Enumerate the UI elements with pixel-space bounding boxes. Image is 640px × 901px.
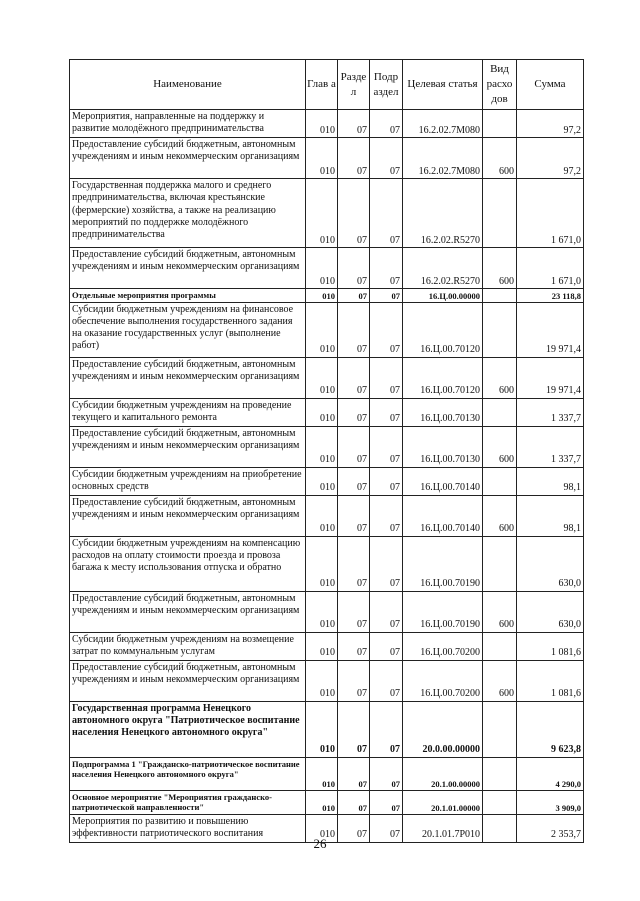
row-csr: 16.2.02.7М080: [403, 110, 483, 138]
row-csr: 16.Ц.00.00000: [403, 289, 483, 303]
row-razdel: 07: [338, 701, 370, 757]
table-row: [70, 248, 584, 289]
row-glav: 010: [306, 179, 338, 248]
row-csr: 16.Ц.00.70130: [403, 398, 483, 426]
row-name: Мероприятия по развитию и повышению эффективности патриотического воспитания: [70, 814, 306, 842]
row-csr: 20.1.00.00000: [403, 757, 483, 790]
row-glav: 010: [306, 536, 338, 591]
row-glav: 010: [306, 591, 338, 632]
table-row: [70, 302, 584, 357]
row-name: Предоставление субсидий бюджетным, автономным учреждениям и иным некоммерческим организациям: [70, 591, 306, 632]
row-vr: 600: [483, 138, 517, 179]
header-csr: Целевая статья: [403, 60, 483, 110]
row-razdel: 07: [338, 426, 370, 467]
row-csr: 16.2.02.R5270: [403, 248, 483, 289]
table-row: [70, 757, 584, 790]
table-row: [70, 632, 584, 660]
row-name: Субсидии бюджетным учреждениям на приобретение основных средств: [70, 467, 306, 495]
row-sum: 1 081,6: [517, 660, 584, 701]
row-sum: 23 118,8: [517, 289, 584, 303]
row-name: Предоставление субсидий бюджетным, автономным учреждениям и иным некоммерческим организациям: [70, 138, 306, 179]
row-csr: 16.2.02.7М080: [403, 138, 483, 179]
row-glav: 010: [306, 790, 338, 814]
row-vr: [483, 701, 517, 757]
row-glav: 010: [306, 701, 338, 757]
row-glav: 010: [306, 426, 338, 467]
row-podrazdel: 07: [370, 138, 403, 179]
row-glav: 010: [306, 289, 338, 303]
row-csr: 20.1.01.00000: [403, 790, 483, 814]
row-razdel: 07: [338, 138, 370, 179]
row-csr: 16.Ц.00.70190: [403, 536, 483, 591]
table-row: [70, 701, 584, 757]
row-podrazdel: 07: [370, 757, 403, 790]
row-sum: 97,2: [517, 110, 584, 138]
table-row: [70, 179, 584, 248]
row-glav: 010: [306, 814, 338, 842]
row-name: Мероприятия, направленные на поддержку и развитие молодёжного предпринимательства: [70, 110, 306, 138]
row-sum: 1 671,0: [517, 179, 584, 248]
row-sum: 1 081,6: [517, 632, 584, 660]
budget-table: [69, 59, 584, 843]
row-razdel: 07: [338, 660, 370, 701]
row-vr: [483, 398, 517, 426]
row-sum: 19 971,4: [517, 357, 584, 398]
row-vr: [483, 790, 517, 814]
row-csr: 16.2.02.R5270: [403, 179, 483, 248]
row-podrazdel: 07: [370, 660, 403, 701]
row-name: Предоставление субсидий бюджетным, автономным учреждениям и иным некоммерческим организациям: [70, 357, 306, 398]
row-sum: 630,0: [517, 591, 584, 632]
row-name: Государственная программа Ненецкого автономного округа "Патриотическое воспитание населения Ненецкого автономного округа": [70, 701, 306, 757]
row-razdel: 07: [338, 757, 370, 790]
table-row: [70, 398, 584, 426]
row-csr: 16.Ц.00.70120: [403, 357, 483, 398]
row-podrazdel: 07: [370, 357, 403, 398]
row-name: Предоставление субсидий бюджетным, автономным учреждениям и иным некоммерческим организациям: [70, 248, 306, 289]
table-row: [70, 426, 584, 467]
row-podrazdel: 07: [370, 289, 403, 303]
row-razdel: 07: [338, 536, 370, 591]
row-glav: 010: [306, 467, 338, 495]
row-podrazdel: 07: [370, 495, 403, 536]
row-glav: 010: [306, 495, 338, 536]
row-glav: 010: [306, 110, 338, 138]
row-podrazdel: 07: [370, 814, 403, 842]
row-csr: 20.0.00.00000: [403, 701, 483, 757]
row-name: Субсидии бюджетным учреждениям на возмещение затрат по коммунальным услугам: [70, 632, 306, 660]
row-vr: [483, 302, 517, 357]
row-sum: 97,2: [517, 138, 584, 179]
header-sum: Сумма: [517, 60, 584, 110]
row-razdel: 07: [338, 110, 370, 138]
row-sum: 2 353,7: [517, 814, 584, 842]
row-sum: 19 971,4: [517, 302, 584, 357]
row-name: Предоставление субсидий бюджетным, автономным учреждениям и иным некоммерческим организациям: [70, 495, 306, 536]
row-glav: 010: [306, 302, 338, 357]
row-csr: 20.1.01.7Р010: [403, 814, 483, 842]
row-name: Субсидии бюджетным учреждениям на финансовое обеспечение выполнения государственного задания на оказание государственных услуг (выполнение работ): [70, 302, 306, 357]
row-razdel: 07: [338, 467, 370, 495]
row-podrazdel: 07: [370, 248, 403, 289]
row-vr: [483, 757, 517, 790]
row-razdel: 07: [338, 591, 370, 632]
row-podrazdel: 07: [370, 701, 403, 757]
row-podrazdel: 07: [370, 398, 403, 426]
row-podrazdel: 07: [370, 302, 403, 357]
row-glav: 010: [306, 138, 338, 179]
table-row: [70, 357, 584, 398]
row-csr: 16.Ц.00.70140: [403, 467, 483, 495]
row-name: Государственная поддержка малого и среднего предпринимательства, включая крестьянские (фермерские) хозяйства, а также на реализацию мероприятий по поддержке молодёжного предпринимательства: [70, 179, 306, 248]
row-sum: 1 337,7: [517, 426, 584, 467]
table-header-row: [70, 60, 584, 110]
header-glav: Глав а: [306, 60, 338, 110]
row-csr: 16.Ц.00.70140: [403, 495, 483, 536]
row-podrazdel: 07: [370, 632, 403, 660]
row-podrazdel: 07: [370, 536, 403, 591]
table-row: [70, 591, 584, 632]
table-row: [70, 467, 584, 495]
row-csr: 16.Ц.00.70190: [403, 591, 483, 632]
row-razdel: 07: [338, 179, 370, 248]
row-razdel: 07: [338, 289, 370, 303]
row-name: Предоставление субсидий бюджетным, автономным учреждениям и иным некоммерческим организациям: [70, 660, 306, 701]
row-sum: 1 671,0: [517, 248, 584, 289]
row-name: Субсидии бюджетным учреждениям на проведение текущего и капитального ремонта: [70, 398, 306, 426]
row-glav: 010: [306, 660, 338, 701]
row-vr: 600: [483, 591, 517, 632]
row-sum: 98,1: [517, 467, 584, 495]
row-sum: 630,0: [517, 536, 584, 591]
row-name: Подпрограмма 1 "Гражданско-патриотическое воспитание населения Ненецкого автономного округа": [70, 757, 306, 790]
page-number: 26: [313, 836, 327, 851]
row-vr: [483, 536, 517, 591]
row-csr: 16.Ц.00.70130: [403, 426, 483, 467]
row-podrazdel: 07: [370, 790, 403, 814]
row-vr: [483, 467, 517, 495]
row-vr: [483, 179, 517, 248]
row-vr: 600: [483, 357, 517, 398]
row-vr: [483, 632, 517, 660]
row-vr: 600: [483, 660, 517, 701]
row-name: Субсидии бюджетным учреждениям на компенсацию расходов на оплату стоимости проезда и провоза багажа к месту использования отпуска и обратно: [70, 536, 306, 591]
row-vr: 600: [483, 426, 517, 467]
row-razdel: 07: [338, 357, 370, 398]
row-razdel: 07: [338, 814, 370, 842]
row-glav: 010: [306, 632, 338, 660]
row-podrazdel: 07: [370, 426, 403, 467]
row-glav: 010: [306, 248, 338, 289]
row-glav: 010: [306, 398, 338, 426]
table-row: [70, 790, 584, 814]
row-podrazdel: 07: [370, 467, 403, 495]
row-glav: 010: [306, 357, 338, 398]
row-vr: [483, 289, 517, 303]
header-razdel: Разде л: [338, 60, 370, 110]
row-name: Предоставление субсидий бюджетным, автономным учреждениям и иным некоммерческим организациям: [70, 426, 306, 467]
table-row: [70, 289, 584, 303]
row-sum: 4 290,0: [517, 757, 584, 790]
row-csr: 16.Ц.00.70120: [403, 302, 483, 357]
row-sum: 3 909,0: [517, 790, 584, 814]
row-vr: [483, 110, 517, 138]
header-podrazdel: Подр аздел: [370, 60, 403, 110]
row-glav: 010: [306, 757, 338, 790]
row-razdel: 07: [338, 790, 370, 814]
row-sum: 98,1: [517, 495, 584, 536]
row-podrazdel: 07: [370, 591, 403, 632]
row-razdel: 07: [338, 398, 370, 426]
header-vr: Вид расхо дов: [483, 60, 517, 110]
row-podrazdel: 07: [370, 179, 403, 248]
header-name: Наименование: [70, 60, 306, 110]
row-name: Отдельные мероприятия программы: [70, 289, 306, 303]
row-razdel: 07: [338, 495, 370, 536]
row-vr: 600: [483, 495, 517, 536]
row-sum: 1 337,7: [517, 398, 584, 426]
table-row: [70, 660, 584, 701]
row-razdel: 07: [338, 302, 370, 357]
row-vr: 600: [483, 248, 517, 289]
row-csr: 16.Ц.00.70200: [403, 632, 483, 660]
table-row: [70, 536, 584, 591]
row-sum: 9 623,8: [517, 701, 584, 757]
row-name: Основное мероприятие "Мероприятия гражданско-патриотической направленности": [70, 790, 306, 814]
row-razdel: 07: [338, 632, 370, 660]
table-row: [70, 110, 584, 138]
row-csr: 16.Ц.00.70200: [403, 660, 483, 701]
table-row: [70, 138, 584, 179]
row-razdel: 07: [338, 248, 370, 289]
row-podrazdel: 07: [370, 110, 403, 138]
table-row: [70, 495, 584, 536]
